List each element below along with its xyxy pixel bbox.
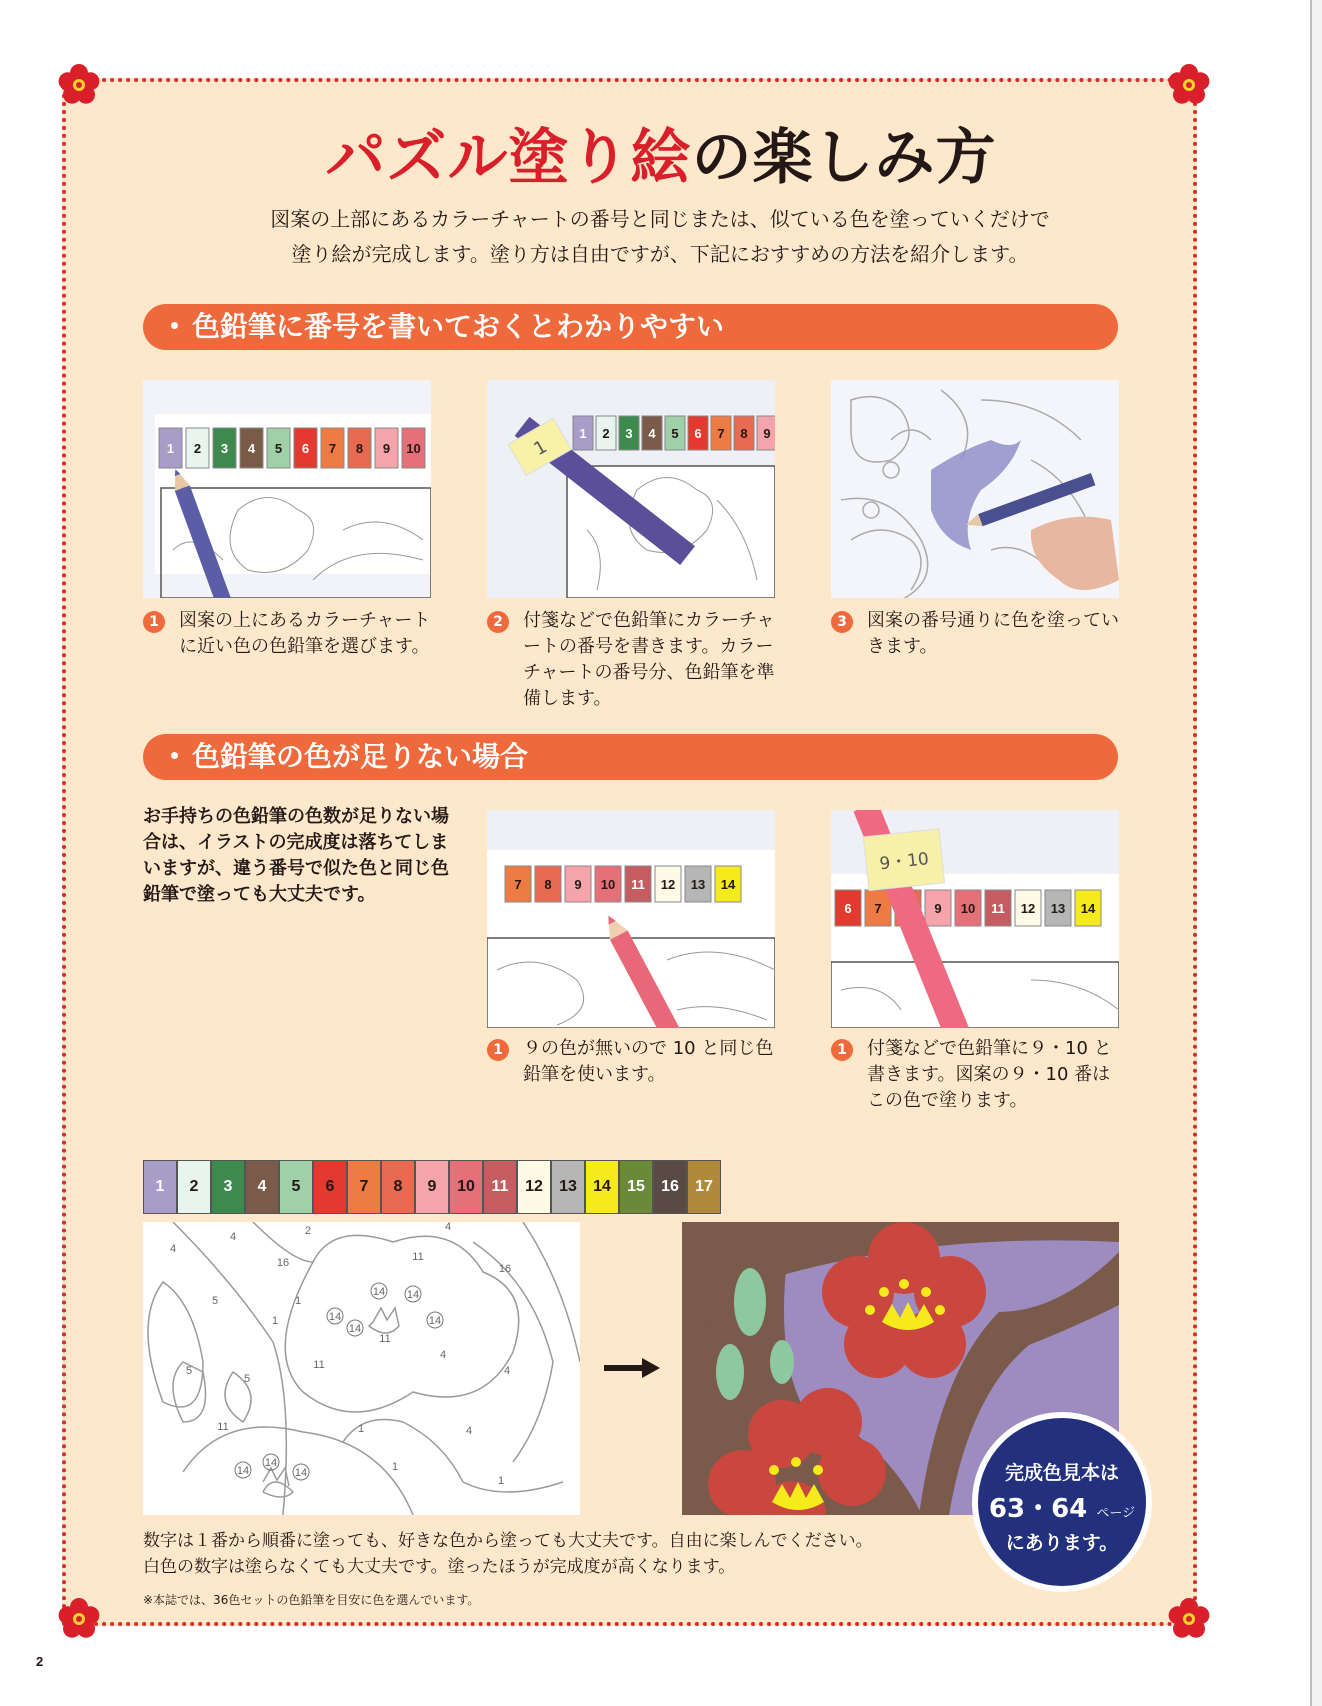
closing-line: 数字は１番から順番に塗っても、好きな色から塗っても大丈夫です。自由に楽しんでください。 [143,1531,873,1551]
color-chip-label: 14 [1080,901,1096,916]
region-number: 11 [379,1333,391,1345]
color-chip-label: 7 [328,441,337,456]
color-chip-label: 4 [648,426,656,441]
badge-page-numbers: 63・64 [988,1494,1088,1524]
color-chip-label: 5 [671,426,679,441]
color-chip: 17 [687,1160,721,1214]
region-number: 1 [391,1461,399,1473]
photo-substitute-pencil [487,810,775,1028]
shortage-explanation: お手持ちの色鉛筆の色数が足りない場合は、イラストの完成度は落ちてしまいますが、違う番号で似た色と同じ色鉛筆で塗っても大丈夫です。 [143,806,449,905]
color-chip-label: 13 [690,877,706,892]
color-chip-label: 9 [382,441,391,456]
region-number: 5 [243,1373,251,1385]
color-chip: 6 [313,1160,347,1214]
plum-flower-icon [56,62,102,108]
photo-select-pencil [143,380,431,598]
color-chip: 9 [415,1160,449,1214]
color-chip-label: 9 [574,877,582,892]
region-number: 1 [357,1423,365,1435]
step-text: 図案の上にあるカラーチャートに近い色の色鉛筆を選びます。 [179,610,431,657]
color-chip-label: 4 [247,441,256,456]
color-chip: 2 [177,1160,211,1214]
intro-text [150,202,1170,272]
region-number: 11 [412,1251,424,1263]
color-chip: 7 [347,1160,381,1214]
color-chip-label: 14 [720,877,736,892]
region-number: 14 [406,1289,420,1301]
badge-page-suffix: ページ [1096,1506,1136,1521]
color-chip: 10 [449,1160,483,1214]
color-chip-label: 13 [1050,901,1066,916]
region-number: 4 [465,1425,473,1437]
title-accent: パズル塗り絵 [325,123,692,193]
page-edge [1310,0,1322,1706]
color-chip-label: 2 [193,441,202,456]
step-text: 図案の番号通りに色を塗っていきます。 [867,610,1119,657]
region-number: 5 [185,1365,193,1377]
section-heading-text: 色鉛筆の色が足りない場合 [192,740,529,773]
color-chip-label: 3 [220,441,229,456]
region-number: 16 [276,1257,290,1269]
color-chart [143,1160,721,1214]
region-number: 14 [236,1465,250,1477]
color-chip: 4 [245,1160,279,1214]
sticky-note-text: 9・10 [878,849,930,875]
color-chip: 3 [211,1160,245,1214]
color-chip: 14 [585,1160,619,1214]
region-number: 5 [211,1295,219,1307]
title-rest: の楽しみ方 [691,123,997,193]
page-title [0,110,1322,196]
color-chip-label: 11 [991,901,1005,916]
color-chip-label: 8 [544,877,552,892]
step-text: ９の色が無いので 10 と同じ色鉛筆を使います。 [523,1038,774,1085]
plum-flower-icon [1166,62,1212,108]
step-number-badge: 1 [487,1039,509,1061]
color-chip-label: 8 [355,441,364,456]
step-text: 付箋などで色鉛筆に９・10 と書きます。図案の９・10 番はこの色で塗ります。 [867,1038,1112,1111]
completed-sample-badge [972,1412,1152,1592]
color-chip: 5 [279,1160,313,1214]
step-substitute-1 [487,1036,777,1088]
color-chip: 16 [653,1160,687,1214]
region-number: 14 [294,1467,308,1479]
color-chip-label: 9 [763,426,771,441]
region-number: 16 [498,1263,512,1275]
region-number: 1 [271,1315,279,1327]
region-number: 4 [444,1222,452,1233]
region-number: 4 [439,1349,447,1361]
section-heading [143,304,1118,350]
section-heading-text: 色鉛筆に番号を書いておくとわかりやすい [192,310,725,343]
color-chip: 15 [619,1160,653,1214]
color-chip-label: 7 [514,877,522,892]
color-chip-label: 12 [660,877,676,892]
intro-line: 図案の上部にあるカラーチャートの番号と同じまたは、似ている色を塗っていくだけで [270,207,1050,231]
badge-line: 完成色見本は [1004,1462,1119,1484]
plum-flower-icon [56,1596,102,1642]
region-number: 4 [229,1231,237,1243]
color-chip-label: 2 [602,426,610,441]
color-chip: 11 [483,1160,517,1214]
intro-line: 塗り絵が完成します。塗り方は自由ですが、下記におすすめの方法を紹介します。 [291,242,1029,266]
step-2 [487,608,777,712]
color-chip: 13 [551,1160,585,1214]
color-chip-label: 6 [301,441,310,456]
photo-label-pencil [487,380,775,598]
step-substitute-2 [831,1036,1121,1114]
closing-line: 白色の数字は塗らなくても大丈夫です。塗ったほうが完成度が高くなります。 [143,1557,736,1577]
page-number: 2 [36,1654,44,1669]
section-heading [143,734,1118,780]
badge-pages [978,1488,1146,1525]
step-text: 付箋などで色鉛筆にカラーチャートの番号を書きます。カラーチャートの番号分、色鉛筆を準備します。 [523,610,775,709]
photo-dual-label [831,810,1119,1028]
color-chip-label: 3 [625,426,633,441]
color-chip-label: 10 [600,877,616,892]
region-number: 4 [503,1365,511,1377]
region-number: 1 [294,1295,302,1307]
color-chip-label: 9 [934,901,942,916]
color-chip-label: 10 [960,901,976,916]
badge-line: にあります。 [1005,1532,1119,1554]
bullet-icon [171,752,178,759]
color-chip: 1 [143,1160,177,1214]
closing-text [143,1528,963,1580]
color-chip-label: 1 [166,441,175,456]
color-chip: 8 [381,1160,415,1214]
region-number: 2 [304,1225,312,1237]
puzzle-line-art [143,1222,580,1515]
color-chip-label: 7 [874,901,882,916]
color-chip-label: 8 [740,426,748,441]
color-chip-label: 12 [1020,901,1036,916]
color-chip-label: 11 [631,877,645,892]
color-chip-label: 6 [844,901,852,916]
color-chip: 12 [517,1160,551,1214]
color-chip-label: 5 [274,441,283,456]
color-chip-label: 1 [579,426,587,441]
footnote: ※本誌では、36色セットの色鉛筆を目安に色を選んでいます。 [143,1593,480,1607]
photo-coloring [831,380,1119,598]
step-number-badge: 3 [831,611,853,633]
color-chip-label: 6 [694,426,702,441]
region-number: 14 [328,1311,342,1323]
step-number-badge: 1 [143,611,165,633]
step-3 [831,608,1121,660]
color-chip-label: 10 [406,441,421,456]
step-number-badge: 1 [831,1039,853,1061]
arrow-right-icon [604,1358,660,1378]
region-number: 14 [372,1286,386,1298]
region-number: 14 [348,1323,362,1335]
region-number: 1 [497,1475,505,1487]
region-number: 11 [313,1359,325,1371]
region-number: 14 [264,1457,278,1469]
plum-flower-icon [1166,1596,1212,1642]
region-number: 14 [428,1315,442,1327]
bullet-icon [171,322,178,329]
sticky-note-text: 1 [530,436,551,461]
step-1 [143,608,443,660]
region-number: 11 [217,1421,229,1433]
color-chip-label: 7 [717,426,725,441]
region-number: 4 [169,1243,177,1255]
step-number-badge: 2 [487,611,509,633]
